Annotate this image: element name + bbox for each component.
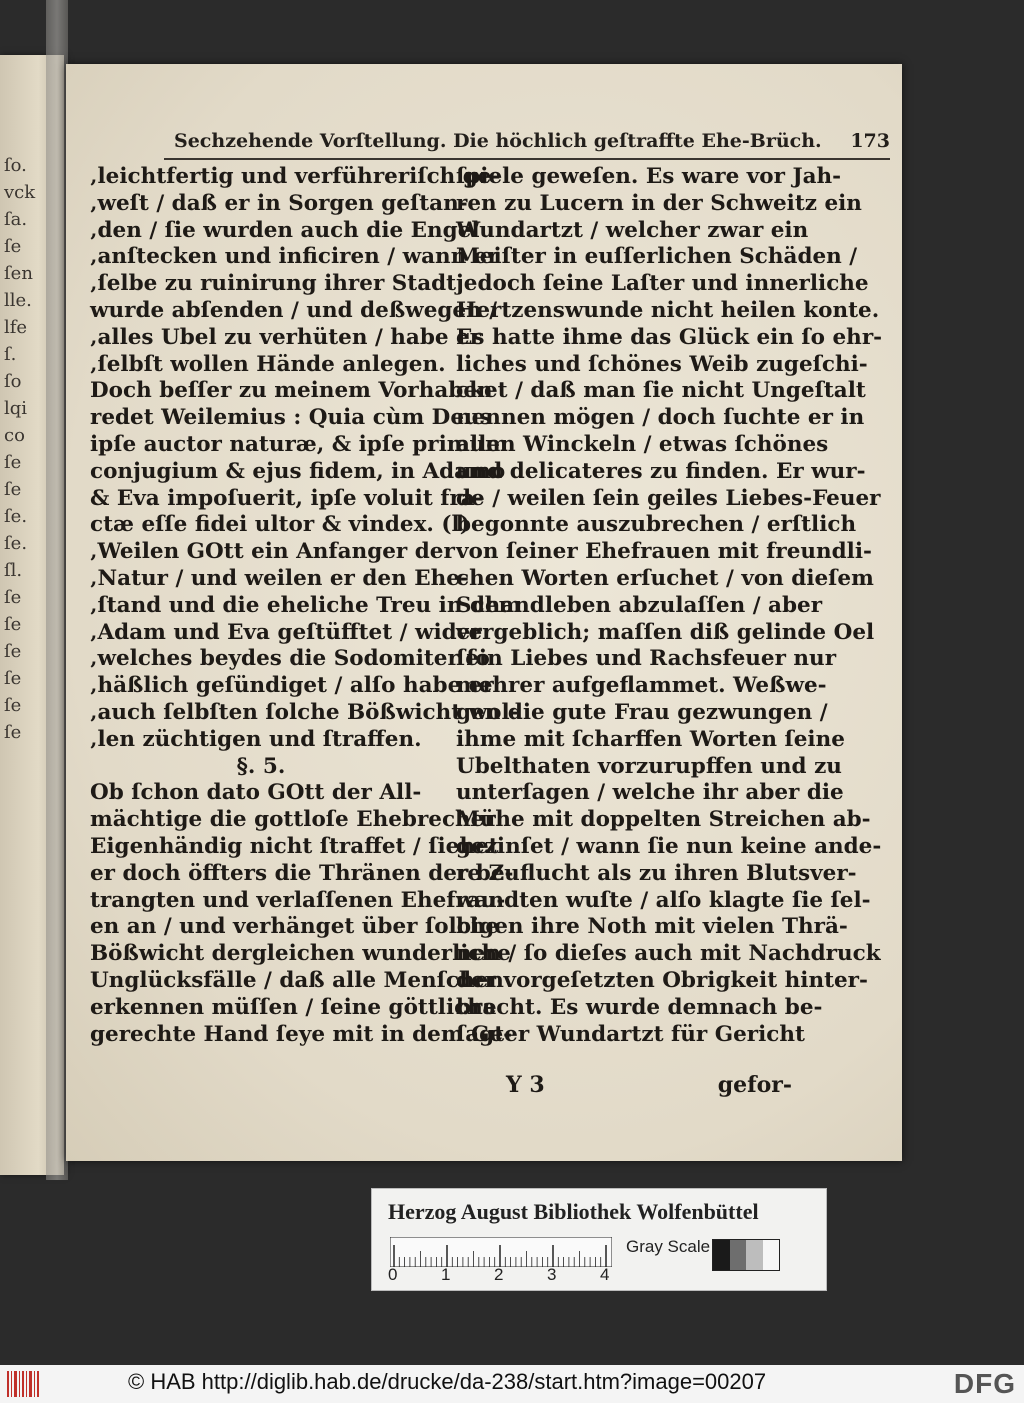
prev-page-fragment: lqi <box>4 398 28 419</box>
ruler-number: 1 <box>441 1265 451 1284</box>
text-line: redet Weilemius : Quia cùm Deus <box>90 405 492 431</box>
text-line: ‚Natur / und weilen er den Ehe- <box>90 565 469 591</box>
prev-page-fragment: ſe <box>4 236 22 257</box>
left-column <box>90 164 522 1048</box>
text-line: begonnte auszubrechen / erſtlich <box>456 512 857 538</box>
text-line: ihme mit ſcharffen Worten ſeine <box>456 726 845 752</box>
page-header <box>174 130 890 158</box>
signature-mark: Y 3 <box>506 1072 545 1098</box>
text-line: ctæ eſſe fidei ultor & vindex. (l) <box>90 512 470 538</box>
text-line: ‚welches beydes die Sodomiter ſo <box>90 646 490 672</box>
text-line: Wundartzt / welcher zwar ein <box>456 217 809 243</box>
text-line: Meiſter in euſſerlichen Schäden / <box>456 244 858 270</box>
ruler-number: 3 <box>547 1265 557 1284</box>
text-line: en an / und verhänget über ſolche <box>90 914 500 940</box>
text-line: Schandleben abzulaſſen / aber <box>456 592 823 618</box>
text-line: ren zu Lucern in der Schweitz ein <box>456 190 862 216</box>
text-line: ‚den / ſie wurden auch die Engel <box>90 217 480 243</box>
dfg-logo: DFG <box>953 1368 1016 1399</box>
right-column <box>456 164 883 1048</box>
text-line: und delicateres zu finden. Er wur- <box>456 458 866 484</box>
page-number: 173 <box>850 130 890 152</box>
prev-page-fragment: ſo <box>4 371 22 392</box>
text-line: gen die gute Frau gezwungen / <box>456 699 828 725</box>
text-line: vergeblich; maſſen diß gelinde Oel <box>456 619 875 645</box>
text-line: wurde abſenden / und deßwegen / <box>90 297 498 323</box>
text-line: Bößwicht dergleichen wunderliche <box>90 941 511 967</box>
text-line: er doch öffters die Thränen der be- <box>90 860 514 886</box>
scan-strip <box>46 0 68 1180</box>
text-line: jedoch ſeine Laſter und innerliche <box>456 271 869 297</box>
text-line: Ubelthaten vorzurupffen und zu <box>456 753 842 779</box>
text-line: ‚weſt / daß er in Sorgen geſtan- <box>90 190 468 216</box>
text-line: erkennen müſſen / ſeine göttliche <box>90 994 497 1020</box>
text-line: ‚Weilen GOtt ein Anfanger der <box>90 539 455 565</box>
text-line: de / weilen ſein geiles Liebes-Feuer <box>456 485 881 511</box>
gray-scale-label: Gray Scale <box>626 1237 711 1256</box>
ruler-number: 0 <box>388 1265 398 1284</box>
gray-swatch <box>763 1240 780 1270</box>
running-title: Sechzehende Vorſtellung. Die höchlich geſtraffte Ehe-Brüch. <box>174 130 822 152</box>
prev-page-fragment: ſe <box>4 668 22 689</box>
text-line: ‚ſelbſt wollen Hände anlegen. <box>90 351 446 377</box>
text-line: bracht. Es wurde demnach be- <box>456 994 823 1020</box>
prev-page-fragment: ſen <box>4 263 33 284</box>
text-line: nennen mögen / doch ſuchte er in <box>456 405 865 431</box>
text-line: ſagter Wundartzt für Gericht <box>456 1021 805 1047</box>
text-line: re Zuflucht als zu ihren Blutsver- <box>456 860 857 886</box>
prev-page-fragment: ſe <box>4 722 22 743</box>
text-line: Doch beſſer zu meinem Vorhaben <box>90 378 493 404</box>
prev-page-fragment: ſe <box>4 452 22 473</box>
text-line: ‚ſelbe zu ruinirung ihrer Stadt <box>90 271 457 297</box>
text-line: gerechte Hand ſeye mit in dem Ge- <box>90 1021 513 1047</box>
text-line: mehrer aufgeflammet. Weßwe- <box>456 673 827 699</box>
gray-swatch <box>713 1240 730 1270</box>
text-line: §. 5. <box>236 753 286 779</box>
text-line: ‚Adam und Eva geſtüfftet / wider <box>90 619 482 645</box>
text-line: chen Worten erſuchet / von dieſem <box>456 565 874 591</box>
prev-page-fragment: ſe. <box>4 506 28 527</box>
text-line: Es hatte ihme das Glück ein ſo ehr- <box>456 324 883 350</box>
text-line: cket / daß man ſie nicht Ungeſtalt <box>456 378 866 404</box>
text-line: Hertzenswunde nicht heilen konte. <box>456 297 880 323</box>
prev-page-fragment: ſo. <box>4 155 27 176</box>
text-line: bigen ihre Noth mit vielen Thrä- <box>456 914 848 940</box>
text-line: gezinſet / wann ſie nun keine ande- <box>456 833 882 859</box>
text-line: allen Winckeln / etwas ſchönes <box>456 431 829 457</box>
library-name: Herzog August Bibliothek Wolfenbüttel <box>388 1199 759 1224</box>
library-label <box>371 1188 827 1291</box>
prev-page-fragment: ſe <box>4 641 22 662</box>
text-line: & Eva impoſuerit, ipſe voluit fra- <box>90 485 484 511</box>
book-page <box>66 64 902 1161</box>
catchword: gefor- <box>717 1072 792 1098</box>
text-line: Unglücksfälle / daß alle Menſchen <box>90 967 504 993</box>
text-line: ‚häßlich geſündiget / alſo habe er <box>90 673 494 699</box>
text-line: trangten und verlaſſenen Ehefrau- <box>90 887 506 913</box>
prev-page-fragment: lfe <box>4 317 28 338</box>
prev-page-fragment: ſe <box>4 695 22 716</box>
scale-ruler <box>390 1237 612 1267</box>
prev-page-fragment: ſl. <box>4 560 23 581</box>
text-line: mächtige die gottloſe Ehebrecher <box>90 807 496 833</box>
text-line: ſpiele geweſen. Es ware vor Jah- <box>456 164 842 189</box>
text-line: ‚ſtand und die eheliche Treu in dem <box>90 592 522 618</box>
text-line: unterſagen / welche ihr aber die <box>456 780 844 806</box>
prev-page-fragment: vck <box>4 182 36 203</box>
prev-page-fragment: lle. <box>4 290 32 311</box>
prev-page-fragment: co <box>4 425 25 446</box>
text-line: ſein Liebes und Rachsfeuer nur <box>456 646 837 672</box>
text-line: liches und ſchönes Weib zugeſchi- <box>456 351 868 377</box>
text-line: Ob ſchon dato GOtt der All- <box>90 780 422 806</box>
bottom-bar <box>0 1365 1024 1403</box>
copyright-link[interactable]: © HAB http://diglib.hab.de/drucke/da-238/start.htm?image=00207 <box>128 1369 767 1394</box>
prev-page-fragment: ſa. <box>4 209 28 230</box>
gray-swatch <box>730 1240 747 1270</box>
text-line: ipſe auctor naturæ, & ipſe primum <box>90 431 508 457</box>
text-line: wandten wuſte / alſo klagte ſie ſel- <box>456 887 871 913</box>
header-rule <box>164 158 890 160</box>
ruler-numbers <box>388 1265 628 1287</box>
text-line: der vorgeſetzten Obrigkeit hinter- <box>456 967 868 993</box>
text-line: ‚alles Ubel zu verhüten / habe er <box>90 324 482 350</box>
prev-page-fragment: ſe <box>4 479 22 500</box>
text-line: ‚leichtfertig und verführeriſch ge- <box>90 164 501 189</box>
prev-page-fragment: ſe. <box>4 533 28 554</box>
ruler-number: 4 <box>600 1265 610 1284</box>
text-line: nen / ſo dieſes auch mit Nachdruck <box>456 941 881 967</box>
text-line: Eigenhändig nicht ſtraffet / ſiehet <box>90 833 499 859</box>
prev-page-fragment: ſe <box>4 587 22 608</box>
text-line: ‚auch ſelbſten ſolche Bößwicht wol- <box>90 699 519 725</box>
text-line: conjugium & ejus fidem, in Adamo <box>90 458 506 484</box>
gray-swatch <box>746 1240 763 1270</box>
ruler-number: 2 <box>494 1265 504 1284</box>
gray-scale-swatches <box>712 1239 780 1271</box>
text-line: ‚anſtecken und inficiren / wann er <box>90 244 499 270</box>
text-line: ‚len züchtigen und ſtraffen. <box>90 726 422 752</box>
prev-page-fragment: ſe <box>4 614 22 635</box>
text-line: von ſeiner Ehefrauen mit freundli- <box>456 539 872 565</box>
prev-page-fragment: ſ. <box>4 344 17 365</box>
text-line: Mühe mit doppelten Streichen ab- <box>456 807 871 833</box>
barcode-icon <box>6 1369 42 1399</box>
